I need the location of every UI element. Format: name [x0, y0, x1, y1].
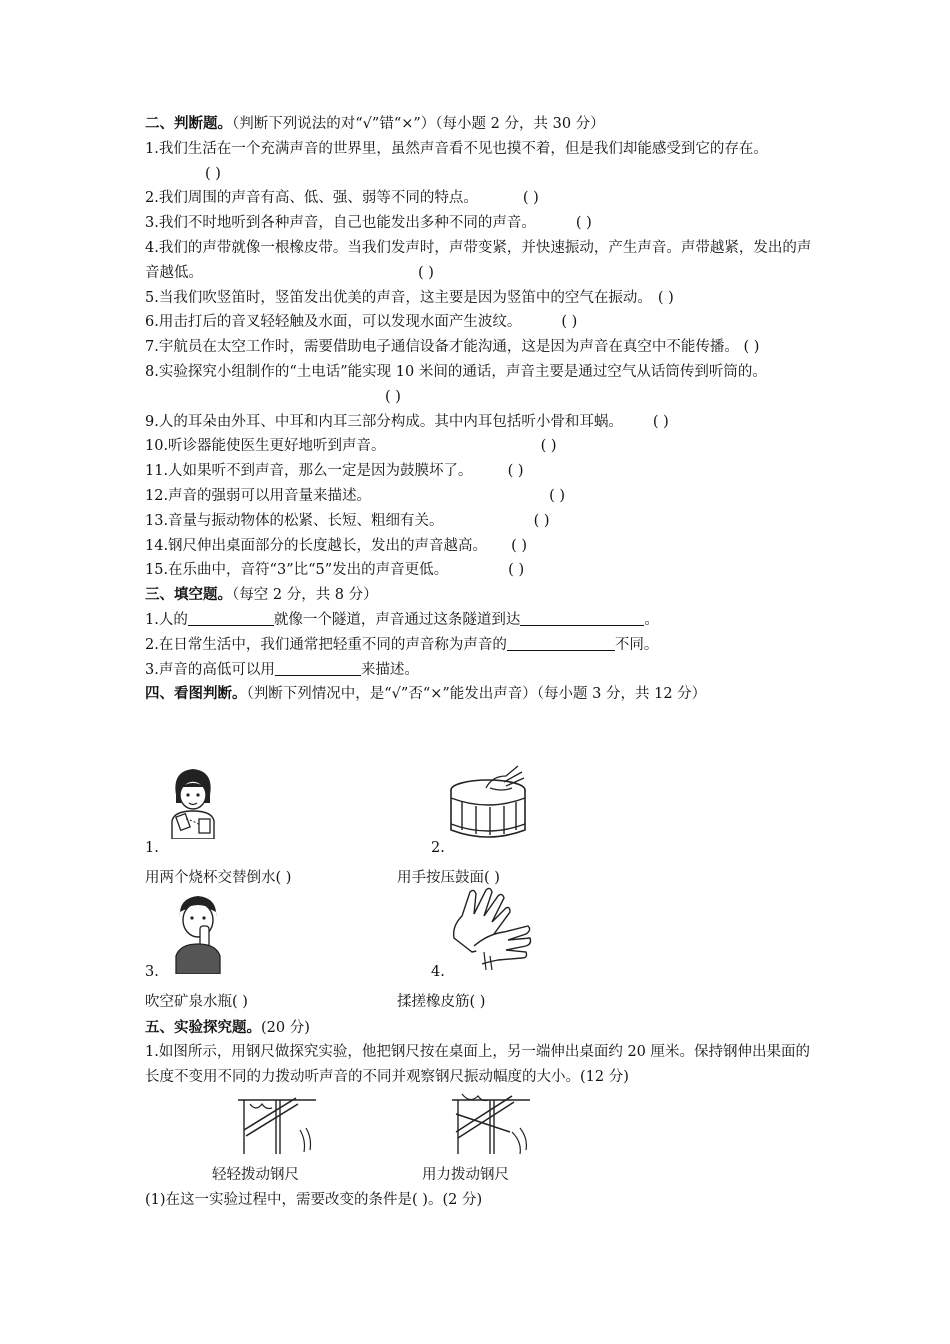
sub-question-1[interactable]: (1)在这一实验过程中，需要改变的条件是( )。(2 分) [145, 1192, 483, 1208]
section4-heading [145, 682, 813, 707]
question-item: 9.人的耳朵由外耳、中耳和内耳三部分构成。其中内耳包括听小骨和耳蜗。 ( ) [145, 410, 813, 435]
answer-paren[interactable]: ( ) [418, 264, 434, 281]
question-item: 10.听诊器能使医生更好地听到声音。 ( ) [145, 434, 813, 459]
fill-question: 3.声音的高低可以用 来描述。 [145, 658, 813, 683]
answer-paren[interactable]: ( ) [575, 215, 592, 232]
question-item: 12.声音的强弱可以用音量来描述。 ( ) [145, 484, 813, 509]
question-item: 13.音量与振动物体的松紧、长短、粗细有关。 ( ) [145, 509, 813, 534]
fill-blank[interactable] [188, 609, 274, 626]
answer-paren[interactable]: ( ) [205, 165, 221, 182]
answer-paren[interactable]: ( ) [385, 388, 401, 405]
picture-number: 3. [145, 964, 159, 980]
answer-paren[interactable]: ( ) [657, 289, 674, 306]
question-item: 6.用击打后的音叉轻轻触及水面，可以发现水面产生波纹。 ( ) [145, 310, 813, 335]
girl-pouring-water-illustration [162, 765, 224, 839]
answer-paren[interactable]: ( ) [743, 339, 760, 356]
exam-page [145, 112, 813, 707]
section3-heading [145, 583, 813, 608]
question-item: 1.我们生活在一个充满声音的世界里，虽然声音看不见也摸不着，但是我们却能感受到它的存在。( ) [145, 137, 813, 187]
ruler-gentle-illustration [236, 1090, 318, 1156]
hands-rubbing-illustration [448, 886, 532, 970]
section5-instruction: (20 分) [261, 1020, 310, 1036]
experiment-question: 1.如图所示，用钢尺做探究实验，他把钢尺按在桌面上，另一端伸出桌面约 20 厘米。保持钢伸出果面的长度不变用不同的力拨动听声音的不同并观察钢尺振动幅度的大小。(12 分) [145, 1044, 810, 1085]
question-item: 15.在乐曲中，音符“3”比“5”发出的声音更低。 ( ) [145, 558, 813, 583]
fill-blank[interactable] [275, 659, 361, 676]
answer-paren[interactable]: ( ) [561, 314, 578, 331]
question-item: 4.我们的声带就像一根橡皮带。当我们发声时，声带变紧，并快速振动，产生声音。声带越紧，发出的声音越低。 ( ) [145, 236, 813, 286]
section4-instruction: （判断下列情况中，是“√”否“×”能发出声音）（每小题 3 分，共 12 分） [246, 686, 707, 703]
caption-forceful: 用力拨动钢尺 [422, 1167, 509, 1183]
picture-caption[interactable]: 用两个烧杯交替倒水( ) [145, 870, 292, 886]
drum-illustration [446, 762, 530, 842]
question-item: 8.实验探究小组制作的“土电话”能实现 10 米间的通话，声音主要是通过空气从话筒传到听筒的。( ) [145, 360, 813, 410]
answer-paren[interactable]: ( ) [540, 438, 557, 455]
question-item: 11.人如果听不到声音，那么一定是因为鼓膜坏了。 ( ) [145, 459, 813, 484]
section3-title: 三、填空题。 [145, 586, 232, 604]
caption-gentle: 轻轻拨动钢尺 [212, 1167, 299, 1183]
question-item: 5.当我们吹竖笛时，竖笛发出优美的声音，这主要是因为竖笛中的空气在振动。 ( ) [145, 286, 813, 311]
boy-blowing-bottle-illustration [172, 892, 224, 974]
picture-caption[interactable]: 揉搓橡皮筋( ) [397, 994, 486, 1010]
section5-heading [145, 1016, 310, 1037]
question-item: 2.我们周围的声音有高、低、强、弱等不同的特点。 ( ) [145, 186, 813, 211]
picture-number: 2. [431, 840, 445, 856]
answer-paren[interactable]: ( ) [549, 487, 565, 504]
question-item: 3.我们不时地听到各种声音，自己也能发出多种不同的声音。 ( ) [145, 211, 813, 236]
picture-number: 1. [145, 840, 159, 856]
answer-paren[interactable]: ( ) [511, 537, 527, 554]
section2-title: 二、判断题。 [145, 115, 232, 132]
fill-blank[interactable] [507, 634, 615, 651]
answer-paren[interactable]: ( ) [507, 463, 524, 480]
picture-caption[interactable]: 吹空矿泉水瓶( ) [145, 994, 248, 1010]
answer-paren[interactable]: ( ) [533, 512, 550, 529]
ruler-forceful-illustration [450, 1090, 532, 1156]
fill-blank[interactable] [520, 609, 644, 626]
answer-paren[interactable]: ( ) [508, 562, 525, 579]
section4-title: 四、看图判断。 [145, 685, 247, 703]
fill-question: 1.人的 就像一个隧道，声音通过这条隧道到达 。 [145, 608, 813, 633]
section5-title: 五、实验探究题。 [145, 1019, 261, 1036]
question-item: 14.钢尺伸出桌面部分的长度越长，发出的声音越高。 ( ) [145, 534, 813, 559]
answer-paren[interactable]: ( ) [652, 413, 669, 430]
fill-question: 2.在日常生活中，我们通常把轻重不同的声音称为声音的 不同。 [145, 633, 813, 658]
question-item: 7.宇航员在太空工作时，需要借助电子通信设备才能沟通，这是因为声音在真空中不能传播。 ( ) [145, 335, 813, 360]
section2-heading [145, 112, 813, 137]
picture-caption[interactable]: 用手按压鼓面( ) [397, 870, 500, 886]
section2-instruction: （判断下列说法的对“√”错“×”）（每小题 2 分，共 30 分） [232, 116, 605, 132]
section3-instruction: （每空 2 分，共 8 分） [232, 587, 378, 604]
answer-paren[interactable]: ( ) [522, 190, 539, 207]
picture-number: 4. [431, 964, 445, 980]
